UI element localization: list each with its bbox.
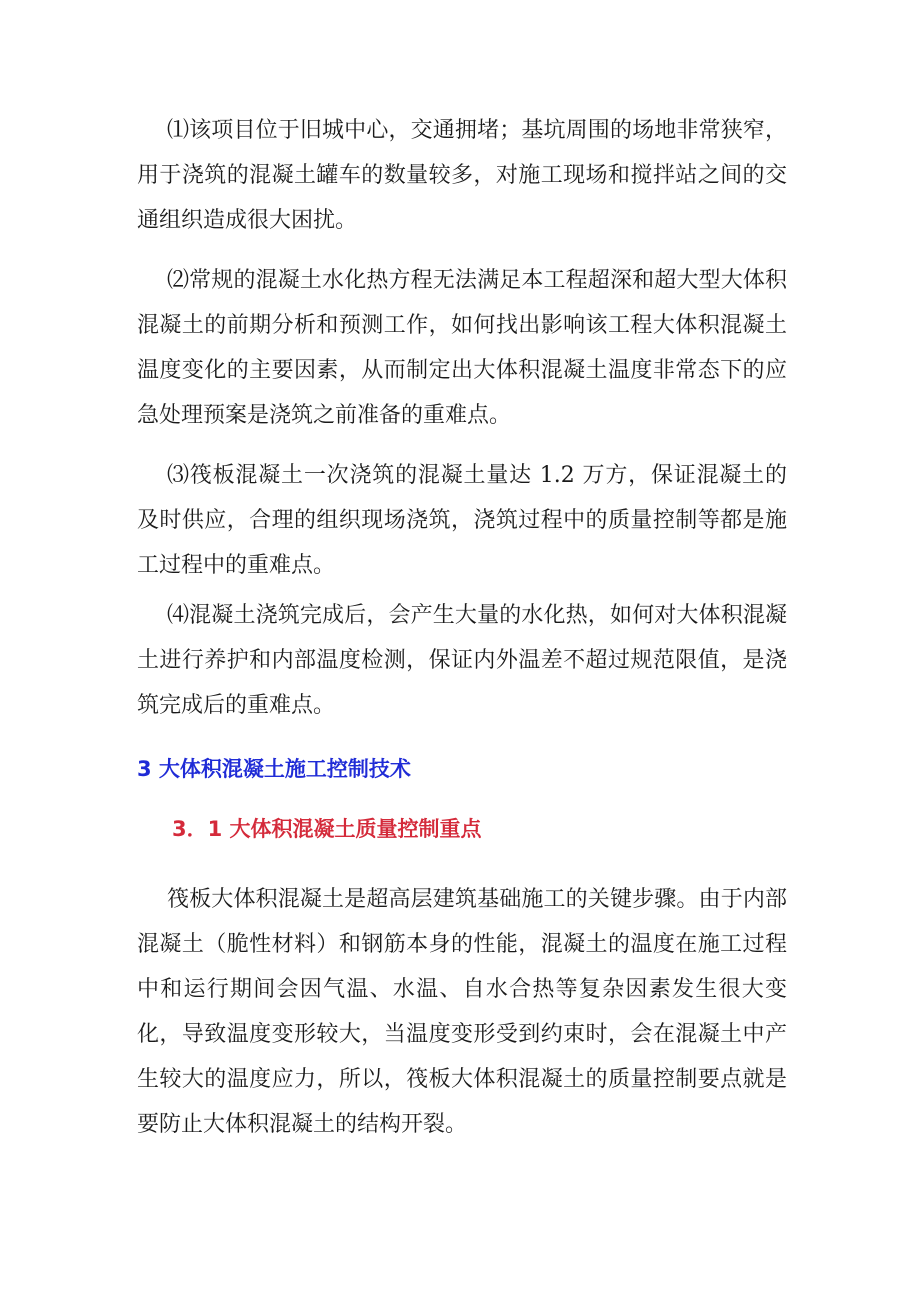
- paragraph-item-1: ⑴该项目位于旧城中心，交通拥堵；基坑周围的场地非常狭窄，用于浇筑的混凝土罐车的数量较多，对施工现场和搅拌站之间的交通组织造成很大困扰。: [137, 118, 787, 233]
- paragraph-item-2: ⑵常规的混凝土水化热方程无法满足本工程超深和超大型大体积混凝土的前期分析和预测工作，如何找出影响该工程大体积混凝土温度变化的主要因素，从而制定出大体积混凝土温度非常态下的应急处理预案是浇筑之前准备的重难点。: [137, 268, 787, 428]
- section-heading: 3 大体积混凝土施工控制技术: [137, 757, 411, 781]
- subsection-heading: 3．1 大体积混凝土质量控制重点: [172, 817, 482, 841]
- paragraph-item-3: ⑶筏板混凝土一次浇筑的混凝土量达 1.2 万方，保证混凝土的及时供应，合理的组织现场浇筑，浇筑过程中的质量控制等都是施工过程中的重难点。: [137, 463, 787, 578]
- body-paragraph: 筏板大体积混凝土是超高层建筑基础施工的关键步骤。由于内部混凝土（脆性材料）和钢筋本身的性能，混凝土的温度在施工过程中和运行期间会因气温、水温、自水合热等复杂因素发生很大变化，导致温度变形较大，当温度变形受到约束时，会在混凝土中产生较大的温度应力，所以，筏板大体积混凝土的质量控制要点就是要防止大体积混凝土的结构开裂。: [137, 887, 787, 1137]
- paragraph-item-4: ⑷混凝土浇筑完成后，会产生大量的水化热，如何对大体积混凝土进行养护和内部温度检测，保证内外温差不超过规范限值，是浇筑完成后的重难点。: [137, 603, 787, 718]
